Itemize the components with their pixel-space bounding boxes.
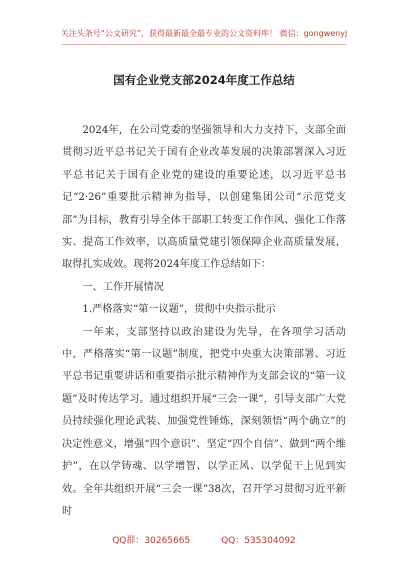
footer-contact [0,533,408,546]
header-divider [62,44,346,45]
intro-paragraph: 2024年，在公司党委的坚强领导和大力支持下，支部全面贯彻习近平总书记关于国有企业改革发展的决策部署深入习近平总书记关于国有企业党的建设的重要论述，以习近平总书记“2·26”重要批示精神为指导，以创建集团公司“示范党支部”为目标，教育引导全体干部职工转变工作作风、强化工作落实、提高工作效率，以高质量党建引领保障企业高质量发展，取得扎实成效。现将2024年度工作总结如下： [62,125,346,271]
section-heading: 一、工作开展情况 [82,281,164,293]
footer-qq-group: QQ群：30265665 [112,536,191,546]
document-title: 国有企业党支部2024年度工作总结 [113,73,295,87]
body-paragraph: 一年来，支部坚持以政治建设为先导，在各项学习活动中，严格落实“第一议题”制度，把党中央重大决策部署、习近平总书记重要讲话和重要指示批示精神作为支部会议的“第一议题”及时传达学习。通过组织开展“三会一课”，引导支部广大党员持续强化理论武装、加强党性锤炼，深刻领悟“两个确立”的决定性意义，增强“四个意识”、坚定“四个自信”、做到“两个维护”，在以学铸魂、以学增智、以学正风、以学促干上见到实效。全年共组织开展“三会一课”38次，召开学习贯彻习近平新时 [62,326,346,517]
subsection-heading: 1.严格落实“第一议题”，贯彻中央指示批示 [82,304,276,316]
footer-qq: QQ：535304092 [221,536,296,546]
header-banner: 关注头条号“公文研究”，获得最新最全最专业的公文资料库！ 微信：gongwenyj [60,29,348,38]
document-body [62,120,346,523]
